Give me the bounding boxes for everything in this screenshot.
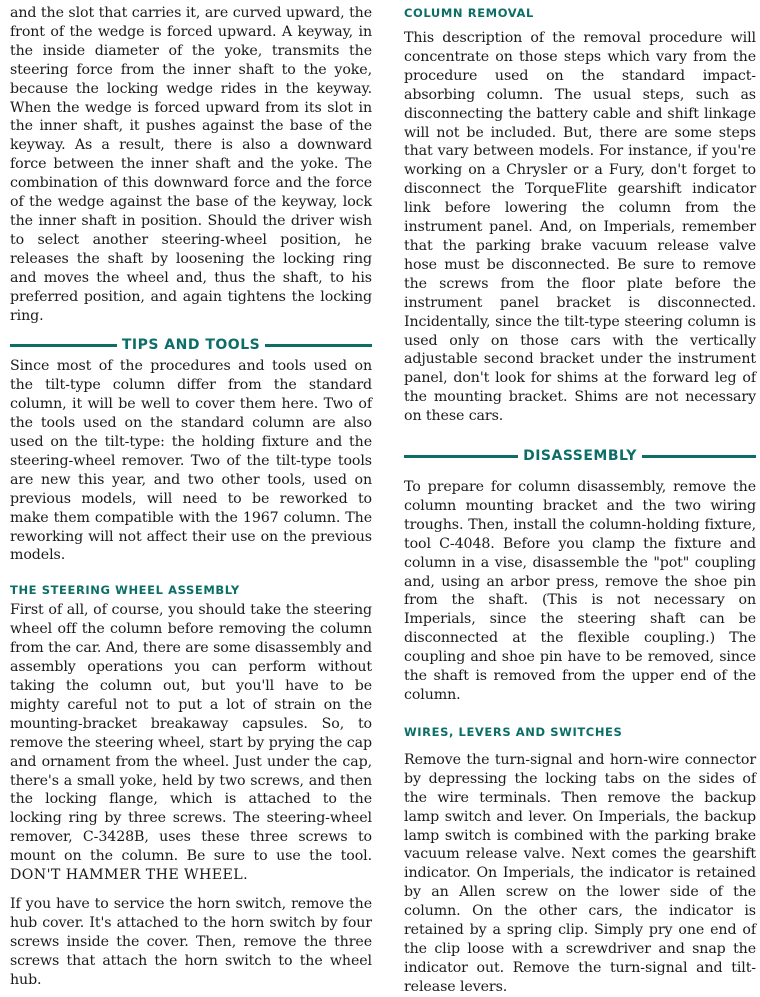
- disassembly-paragraph: To prepare for column disassembly, remove the column mounting bracket and the two wiring troughs. Then, install the column-holding fixture, tool C-4048. Before you clamp the fixture and column in a vise, disassemble the "pot" coupling and, using an arbor press, remove the shoe pin from the shaft. (This is not necessary on Imperials, since the steering shaft can be disconnected at the flexible coupling.) The coupling and shoe pin have to be removed, since the shaft is removed from the upper end of the column.: [404, 479, 756, 703]
- heading-rule-right: [265, 344, 372, 347]
- steering-wheel-heading: THE STEERING WHEEL ASSEMBLY: [10, 583, 240, 598]
- intro-paragraph: and the slot that carries it, are curved upward, the front of the wedge is forced upward. A keyway, in the inside diameter of the yoke, transmits the steering force from the inner shaft to the yoke, because the locking wedge rides in the keyway. When the wedge is forced upward from its slot in the inner shaft, it pushes against the base of the keyway. As a result, there is also a downward force between the inner shaft and the yoke. The combination of this downward force and the force of the wedge against the base of the keyway, lock the inner shaft in position. Should the driver wish to select another steering-wheel position, he releases the shaft by loosening the locking ring and moves the wheel and, thus the shaft, to his preferred position, and again tightens the locking ring.: [10, 5, 372, 324]
- heading-rule-right: [642, 455, 756, 458]
- heading-rule-left: [404, 455, 518, 458]
- dont-hammer-warning: DON'T HAMMER THE WHEEL.: [10, 867, 249, 884]
- column-removal-paragraph: This description of the removal procedure will concentrate on those steps which vary from the procedure used on the standard impact-absorbing column. The usual steps, such as disconnecting the battery cable and shift linkage will not be included. But, there are some steps that vary between models. For instance, if you're working on a Chrysler or a Fury, don't forget to disconnect the TorqueFlite gearshift indicator link before lowering the column from the instrument panel. And, on Imperials, remember that the parking brake vacuum release valve hose must be disconnected. Be sure to remove the screws from the floor plate before the instrument panel bracket is disconnected. Incidentally, since the tilt-type steering column is used only on those cars with the vertically adjustable second bracket under the instrument panel, don't look for shims at the forward leg of the mounting bracket. Shims are not necessary on these cars.: [404, 30, 756, 425]
- disassembly-heading-text: DISASSEMBLY: [523, 448, 637, 465]
- column-removal-heading: COLUMN REMOVAL: [404, 6, 534, 20]
- wires-paragraph: Remove the turn-signal and horn-wire connector by depressing the locking tabs on the sides of the wire terminals. Then remove the backup lamp switch and lever. On Imperials, the backup lamp switch is combined with the parking brake vacuum release valve. Next comes the gearshift indicator. On Imperials, the indicator is retained by an Allen screw on the lower side of the column. On the other cars, the indicator is retained by a spring clip. Simply pry one end of the clip loose with a screwdriver and snap the indicator out. Remove the turn-signal and tilt-release levers.: [404, 751, 756, 995]
- tips-heading-text: TIPS AND TOOLS: [121, 337, 261, 354]
- heading-rule-left: [10, 344, 117, 347]
- wires-levers-switches-heading: WIRES, LEVERS AND SWITCHES: [404, 724, 623, 739]
- steering-wheel-text: First of all, of course, you should take the steering wheel off the column before removing the column from the car. And, there are some disassembly and assembly operations you can perform without taking the column out, but you'll have to be mighty careful not to put a lot of strain on the mounting-bracket breakaway capsules. So, to remove the steering wheel, start by prying the cap and ornament from the wheel. Just under the cap, there's a small yoke, held by two screws, and then the locking flange, which is attached to the locking ring by three screws. The steering-wheel remover, C-3428B, uses these three screws to mount on the column. Be sure to use the tool.: [10, 602, 372, 865]
- tips-paragraph: Since most of the procedures and tools used on the tilt-type column differ from the standard column, it will be well to cover them here. Two of the tools used on the standard column are also used on the tilt-type: the holding fixture and the steering-wheel remover. Two of the tilt-type tools are new this year, and two other tools, used on previous models, will need to be reworked to make them compatible with the 1967 column. The reworking will not affect their use on the previous models.: [10, 358, 372, 564]
- tips-and-tools-heading: [10, 337, 372, 353]
- horn-switch-paragraph: If you have to service the horn switch, remove the hub cover. It's attached to the horn switch by four screws inside the cover. Then, remove the three screws that attach the horn switch to the wheel hub.: [10, 895, 372, 988]
- steering-wheel-paragraph: [10, 601, 372, 885]
- disassembly-heading: [404, 448, 756, 464]
- right-column: [404, 0, 756, 997]
- left-column: [10, 0, 372, 990]
